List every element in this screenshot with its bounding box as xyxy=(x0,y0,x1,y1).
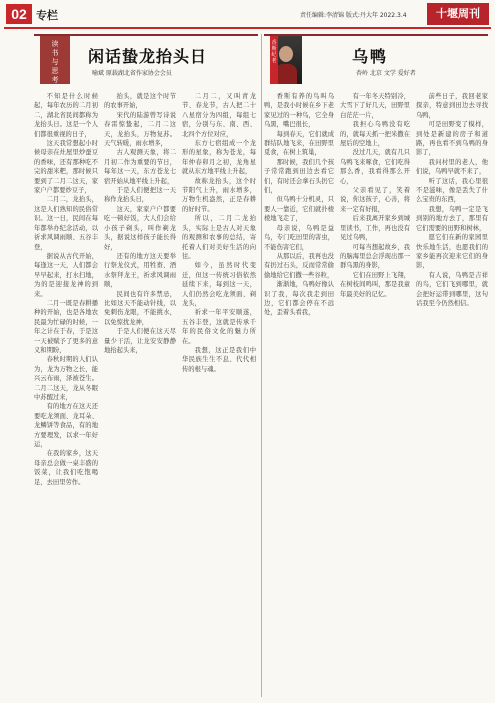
portrait-face xyxy=(279,46,293,62)
tag-char: 思 xyxy=(51,67,59,75)
tag-char: 考 xyxy=(51,76,59,84)
paragraph: 如今，虽然时代变迁，但这一传统习俗依然延续下来，每到这一天，人们仍然会吃龙须面、剃龙头， xyxy=(182,262,256,307)
paragraph: 祈求一年平安顺遂，五谷丰登，这就是传承千年的民俗文化的魅力所在。 xyxy=(182,309,256,345)
editor-credits: 责任编辑:李清锦 版式:丹大年 2022.3.4 xyxy=(300,12,407,19)
paragraph: 听了这话，我心里很不是滋味，像是丢失了什么宝贵的东西， xyxy=(416,177,488,204)
paragraph: 这天我常想起小时候母亲在灶屋里炒蚕豆的香味，还有那种吃不完的甜米粑，那时候只要到了二月二这天，家家户户都要炒豆子， xyxy=(34,140,98,195)
paragraph: 没过几天，就有几只乌鸭飞来啄食，它们吃得那么香，我看得那么开心， xyxy=(340,149,410,185)
tag-char: 与 xyxy=(51,58,59,66)
paragraph: 每到春天，它们就成群结队地飞来，在田野里觅食，在树上筑巢， xyxy=(264,130,334,157)
paragraph: 所以，二月二龙抬头，实际上是古人对天象的观测和农事的总结，寄托着人们对美好生活的向往。 xyxy=(182,215,256,260)
paragraph: 可是田野变了模样，到处是新建的房子和道路，再也看不到乌鸭的身影了， xyxy=(416,121,488,157)
portrait-body xyxy=(275,64,297,84)
paragraph: 愿它们在新的家园里快乐地生活，也愿我们的家乡能再次迎来它们的身影， xyxy=(416,234,488,270)
masthead: 十堰周刊 xyxy=(427,3,489,25)
section-label: 专栏 xyxy=(36,9,58,22)
paragraph: 民间也有许多禁忌，比如这天不能动针线，以免刺伤龙眼，不能挑水，以免惊扰龙神， xyxy=(104,290,176,326)
paragraph: 这天，家家户户都要吃一顿好饭，大人们会给小孩子剃头，叫作剃龙头，据说这样孩子能长得好， xyxy=(104,205,176,251)
paragraph: 我想，乌鸭一定是飞到别的地方去了，那里有它们需要的田野和树林， xyxy=(416,205,488,232)
right-article-column xyxy=(340,92,410,697)
left-article-column xyxy=(182,92,256,697)
paragraph: 后来我离开家乡到城里读书，工作，再也没有见过乌鸭， xyxy=(340,215,410,242)
right-article-author: 杏岭 北京 文学 爱好者 xyxy=(356,70,416,77)
left-article-column xyxy=(34,92,98,697)
paragraph: 据说从古代开始，每逢这一天，人们都会早早起来，打水扫地，为的是迎接龙神的到来。 xyxy=(34,252,98,298)
paragraph: 东方七宿组成一个龙形的星象，称为苍龙，每年仲春卯月之初，龙角星就从东方地平线上升起， xyxy=(182,140,256,176)
paragraph: 古人观测天象，将二月初二作为重要的节日，每年这一天，东方苍龙七宿开始从地平线上升起， xyxy=(104,149,176,185)
paragraph: 二月二，又叫青龙节、春龙节，古人把二十八星宿分为四组，每组七宿，分别与东、南、西、北四个方位对应， xyxy=(182,93,256,138)
paragraph: 母亲说，乌鸭是益鸟，专门吃田里的害虫，不能伤害它们， xyxy=(264,224,334,251)
left-article-column xyxy=(104,92,176,697)
paragraph: 抬头，就是这个时节的农事开始， xyxy=(104,93,176,110)
paragraph: 宋代的陆游曾写诗说春雷惊蛰起，二月二这天，龙抬头，万物复苏。天气转暖，雨水增多， xyxy=(104,111,176,148)
paragraph: 香斯有养的鸟叫乌鸭，是我小时候在乡下老家见过的一种鸟，它全身乌黑，嘴巴很长， xyxy=(264,93,334,129)
header-rule xyxy=(4,27,491,29)
paragraph: 还有的地方这天要举行祭龙仪式，用牲畜、酒水祭拜龙王，祈求风调雨顺， xyxy=(104,252,176,289)
right-article-column xyxy=(264,92,334,697)
paragraph: 于是人们便把这一天称作龙抬头日， xyxy=(104,187,176,204)
paragraph: 有一年冬天特别冷，大雪下了好几天，田野里白茫茫一片， xyxy=(340,93,410,119)
paragraph: 渐渐地，乌鸭好像认识了我，每次我走到田边，它们都会停在不远处，歪着头看我， xyxy=(264,281,334,317)
paragraph: 二月一既是春耕播种的开始，也是各地农民最为忙碌的时候，一年之计在于春，于是这一天被赋予了更多的意义和期盼， xyxy=(34,299,98,354)
paragraph: 我问村里的老人，他们说，乌鸭早就不来了， xyxy=(416,158,488,176)
photo-tag: 香斯纪老 xyxy=(270,36,278,84)
paragraph: 前些日子，我回老家探亲，特意到田边去寻找乌鸭， xyxy=(416,93,488,119)
paragraph: 二月二，龙抬头，这是人们熟知的民俗常识。这一日，民间在每年都举办纪念活动，以祈求风调雨顺、五谷丰登， xyxy=(34,196,98,251)
paragraph: 那时候，我们几个孩子常常跑到田边去看它们，有时还会拿石头扔它们， xyxy=(264,158,334,195)
author-photo xyxy=(270,36,302,84)
left-article-tag xyxy=(40,36,70,84)
tag-char: 书 xyxy=(51,49,59,57)
paragraph: 故称龙抬头，这个时节阳气上升，雨水增多，万物生机盎然，正是春耕的好时节。 xyxy=(182,177,256,213)
paragraph: 从那以后，我再也没有扔过石头，反而常常偷偷地给它们撒一些谷粒， xyxy=(264,252,334,279)
paragraph: 但乌鸭十分机灵，只要人一靠近，它们就扑棱棱地飞走了， xyxy=(264,196,334,223)
article-divider xyxy=(261,34,262,697)
paragraph: 春秋时期的人们认为，龙为万物之长，能兴云布雨，泽被苍生。二月二这天，龙从冬眠中苏醒过来， xyxy=(34,356,98,401)
paragraph: 不知是什么时候起，每年农历的二月初二，湖北省民间都称为龙抬头日。这是一个人们都很重视的日子， xyxy=(34,93,98,138)
paragraph: 可每当想起故乡，我的脑海里总会浮现出那一群乌黑的身影， xyxy=(340,243,410,270)
right-article-title: 乌鸭 xyxy=(352,47,389,66)
paragraph: 它们在田野上飞翔，在树枝间鸣叫，那是我童年最美好的记忆。 xyxy=(340,271,410,298)
paragraph: 我想，这正是我们中华民族生生不息、代代相传的根与魂。 xyxy=(182,346,256,373)
right-article-column xyxy=(416,92,488,697)
paragraph: 于是人们便在这天尽量少干活，让龙安安静静地抬起头来， xyxy=(104,328,176,354)
paragraph: 在我的家乡，这天母亲总会做一桌丰盛的饭菜，让我们吃饱喝足，去田里劳作。 xyxy=(34,450,98,486)
page-number: 02 xyxy=(6,4,32,24)
paragraph: 有的地方在这天还要吃龙须面、龙耳朵、龙鳞饼等食品，有的地方要理发，以求一年好运， xyxy=(34,403,98,449)
left-article-title: 闲话蛰龙抬头日 xyxy=(88,47,208,66)
left-article-author: 喻斌 原载湖北省作家协会会员 xyxy=(92,70,172,77)
paragraph: 我担心乌鸭没有吃的，就每天抓一把米撒在屋后的空地上， xyxy=(340,121,410,148)
paragraph: 有人说，乌鸭是吉祥的鸟，它们飞到哪里，就会把好运带到哪里，这句话我至今仍然相信。 xyxy=(416,271,488,307)
paragraph: 父亲看见了，笑着说，你这孩子，心善，将来一定有好报， xyxy=(340,187,410,213)
tag-char: 读 xyxy=(51,40,59,48)
